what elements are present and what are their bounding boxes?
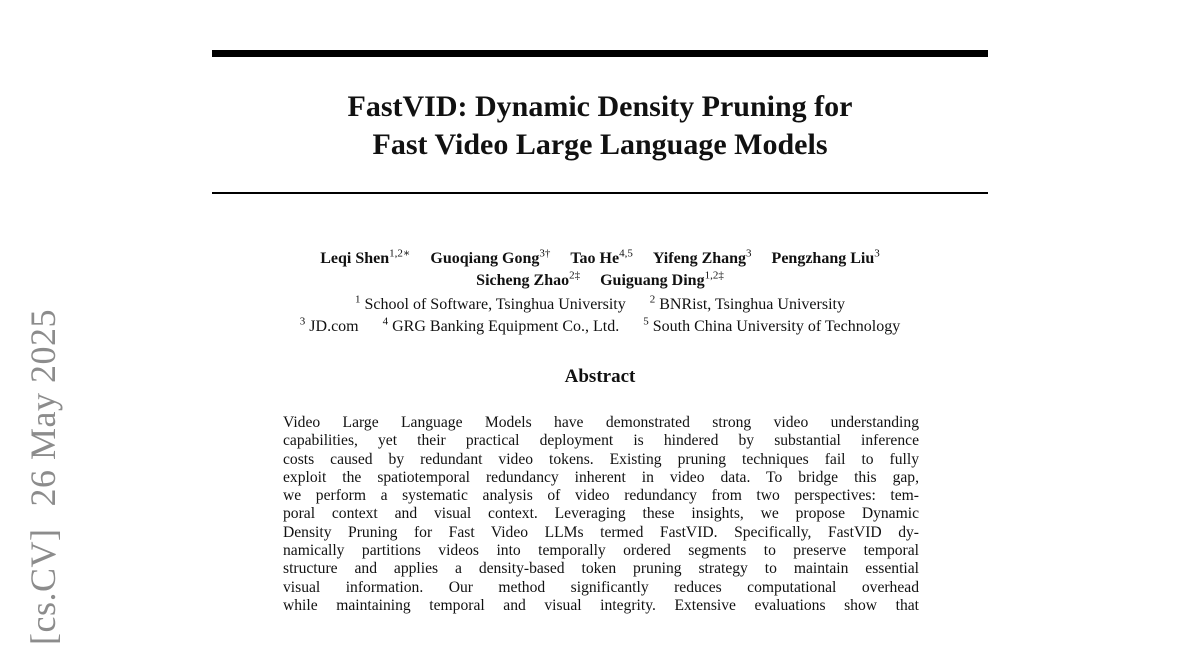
abstract-line: Density Pruning for Fast Video LLMs termed FastVID. Specifically, FastVID dy- bbox=[283, 523, 919, 541]
affiliation-line-1 bbox=[150, 294, 1050, 316]
arxiv-date: 26 May 2025 bbox=[23, 309, 63, 507]
author: Guoqiang Gong$^{3\dagger}$ bbox=[430, 247, 551, 267]
affiliation: $^1$ School of Software, Tsinghua University bbox=[355, 293, 626, 313]
author: Guiguang Ding$^{1,2\ddagger}$ bbox=[600, 269, 724, 289]
affiliation-line-2 bbox=[150, 316, 1050, 338]
abstract-line: namically partitions videos into temporally ordered segments to preserve temporal bbox=[283, 542, 919, 560]
abstract-line: poral context and visual context. Leveraging these insights, we propose Dynamic bbox=[283, 505, 919, 523]
abstract-line: while maintaining temporal and visual integrity. Extensive evaluations show that bbox=[283, 596, 919, 614]
top-rule bbox=[212, 50, 988, 57]
author: Sicheng Zhao$^{2\ddagger}$ bbox=[476, 269, 581, 289]
abstract-line: we perform a systematic analysis of video redundancy from two perspectives: tem- bbox=[283, 487, 919, 505]
paper-title bbox=[212, 88, 988, 164]
affiliation: $^2$ BNRist, Tsinghua University bbox=[649, 293, 845, 313]
affiliation: $^3$ JD.com bbox=[299, 315, 359, 335]
abstract-line: exploit the spatiotemporal redundancy inherent in video data. To bridge this gap, bbox=[283, 468, 919, 486]
author: Yifeng Zhang$^3$ bbox=[652, 247, 752, 267]
author: Leqi Shen$^{1,2∗}$ bbox=[320, 247, 411, 267]
title-bottom-rule bbox=[212, 192, 988, 194]
affiliation: $^5$ South China University of Technology bbox=[643, 315, 901, 335]
title-line-1: FastVID: Dynamic Density Pruning for bbox=[347, 90, 853, 123]
author: Tao He$^{4,5}$ bbox=[570, 247, 633, 267]
affiliation-list bbox=[150, 294, 1050, 338]
arxiv-stamp bbox=[23, 309, 63, 645]
author-list bbox=[150, 248, 1050, 292]
abstract-heading: Abstract bbox=[564, 366, 636, 387]
abstract-body bbox=[283, 414, 919, 615]
abstract-line: capabilities, yet their practical deployment is hindered by substantial inference bbox=[283, 432, 919, 450]
abstract-line: visual information. Our method significantly reduces computational overhead bbox=[283, 578, 919, 596]
title-line-2: Fast Video Large Language Models bbox=[372, 128, 828, 161]
author-line-2 bbox=[150, 270, 1050, 292]
affiliation: $^4$ GRG Banking Equipment Co., Ltd. bbox=[382, 315, 620, 335]
abstract-line: Video Large Language Models have demonstrated strong video understanding bbox=[283, 414, 919, 431]
abstract-line: costs caused by redundant video tokens. Existing pruning techniques fail to fully bbox=[283, 450, 919, 468]
abstract-line: structure and applies a density-based token pruning strategy to maintain essential bbox=[283, 560, 919, 578]
author: Pengzhang Liu$^3$ bbox=[771, 247, 880, 267]
arxiv-category: [cs.CV] bbox=[23, 528, 63, 645]
author-line-1 bbox=[150, 248, 1050, 270]
